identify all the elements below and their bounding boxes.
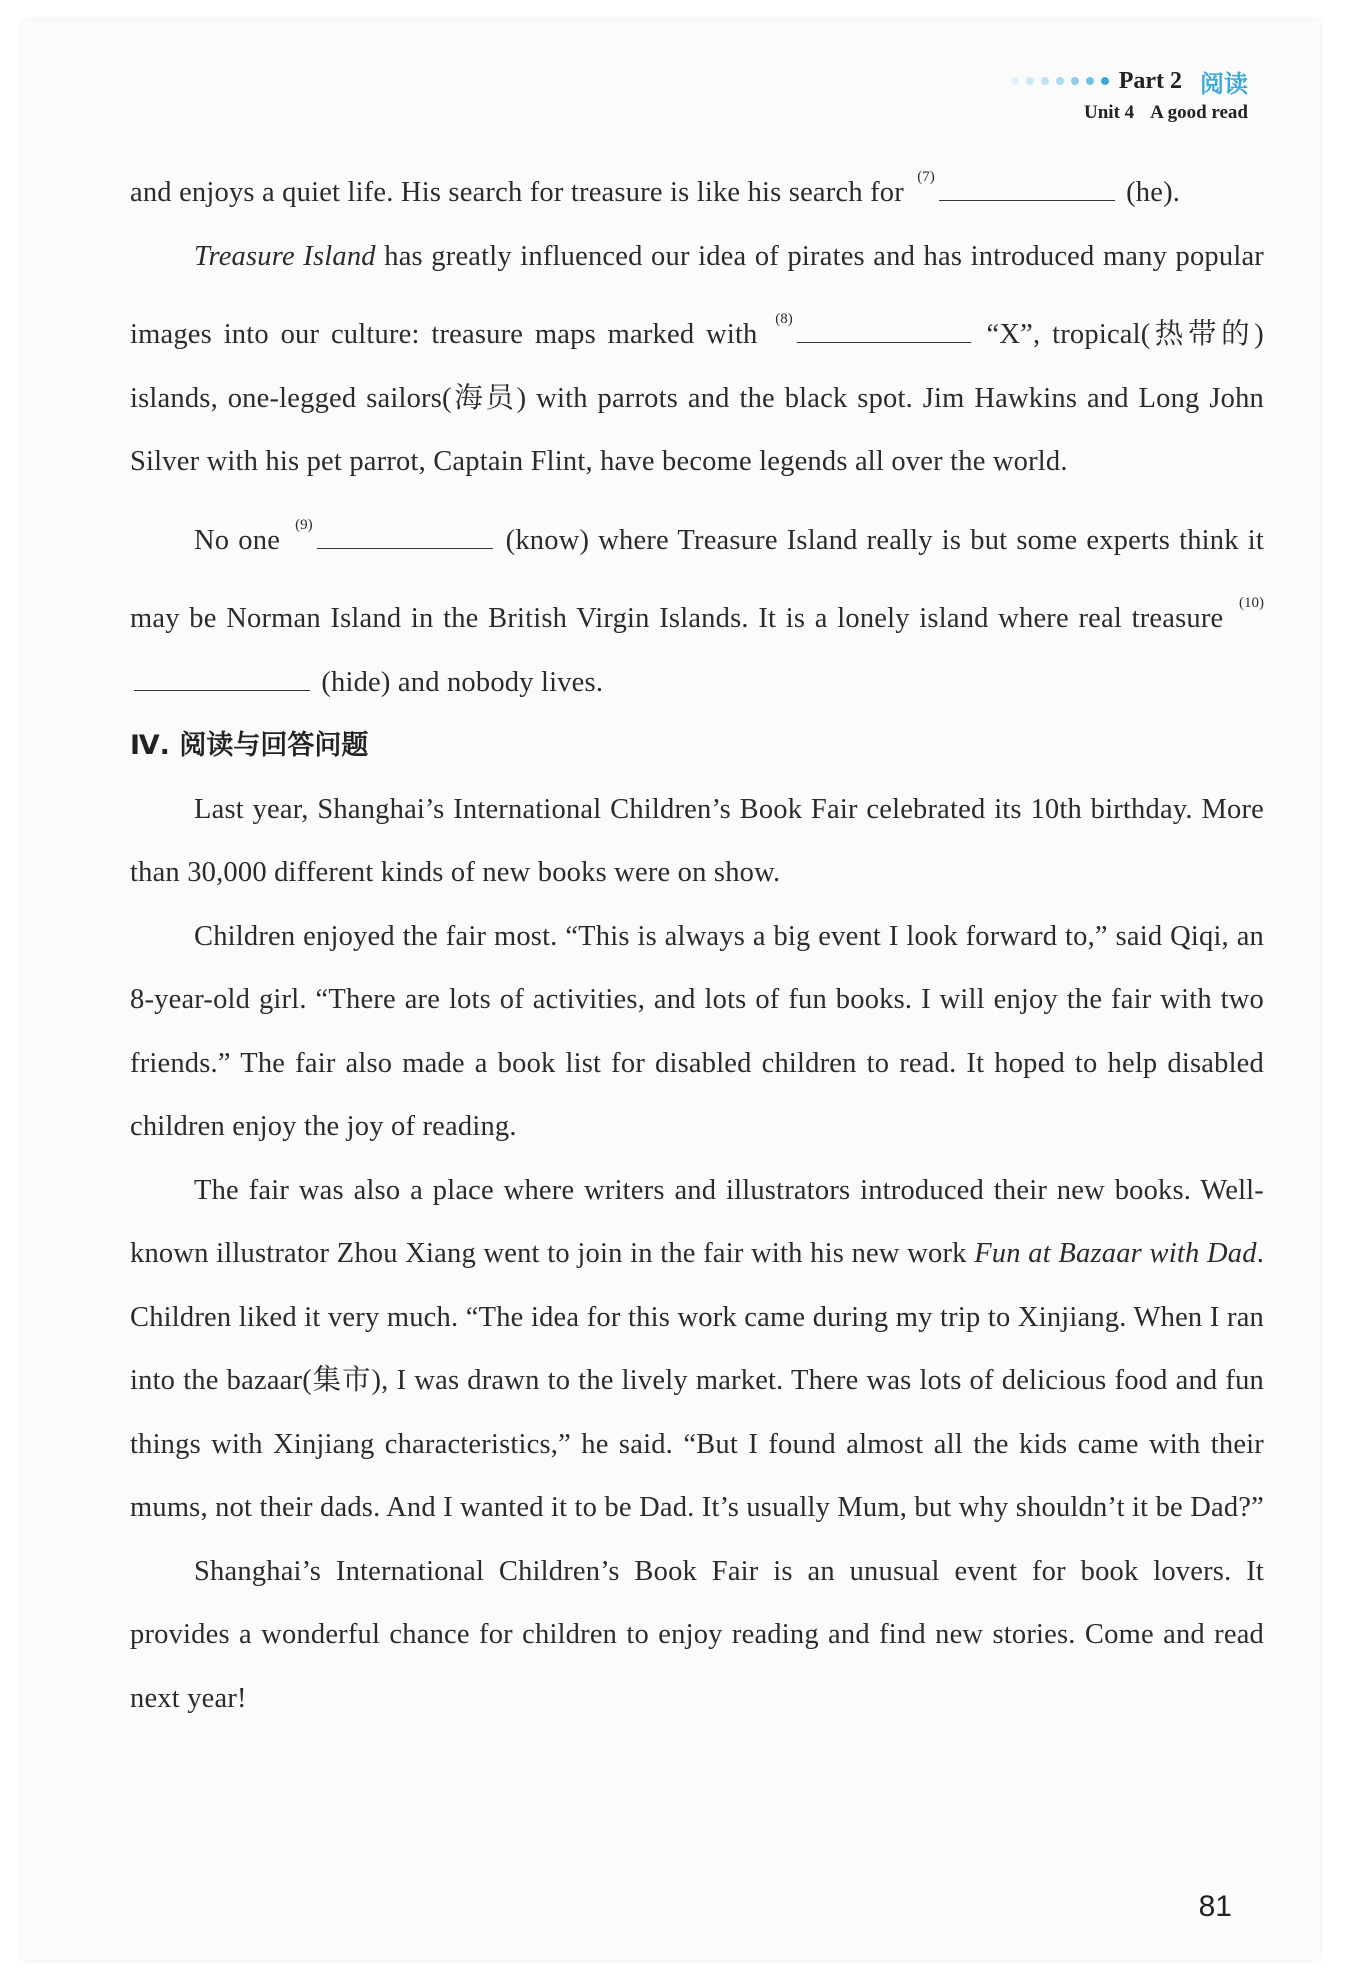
dot <box>1101 77 1109 85</box>
paragraph-text: No one <box>194 524 290 556</box>
reading-paragraph-4: Shanghai’s International Children’s Book Fair is an unusual event for book lovers. It provides a wonderful chance for children to enjoy reading and find new stories. Come and read next year! <box>130 1555 1264 1714</box>
unit-label: Unit 4 <box>1084 102 1135 123</box>
answer-blank-7[interactable] <box>939 174 1115 201</box>
part-label: Part 2 <box>1118 67 1182 94</box>
part-title: 阅读 <box>1200 69 1248 98</box>
paragraph-text: has greatly influenced our idea of pirates and has introduced many popular images into our culture: treasure maps marked with <box>130 240 1264 350</box>
blank-number: (10) <box>1239 595 1264 611</box>
dot <box>1026 77 1034 85</box>
book-title: Fun at Bazaar with Dad <box>974 1238 1257 1269</box>
paragraph-text: The fair was also a place where writers and illustrators introduced their new books. Well-known illustrator Zhou Xiang went to join in the fair with his new work <box>130 1174 1264 1269</box>
page <box>22 20 1320 1960</box>
paragraph-text: (know) where Treasure Island really is but some experts think it may be Norman Island in the British Virgin Islands. It is a lonely island where real treasure <box>130 524 1264 634</box>
page-content <box>130 146 1264 1730</box>
paragraph-text: and enjoys a quiet life. His search for treasure is like his search for <box>130 177 912 208</box>
dot <box>1011 77 1019 85</box>
paragraph-text: (he). <box>1118 177 1181 208</box>
reading-paragraph-3 <box>130 1159 1264 1540</box>
answer-blank-10[interactable] <box>134 664 310 691</box>
unit-title: A good read <box>1150 102 1248 123</box>
blank-number: (8) <box>775 311 793 327</box>
reading-paragraph-2: Children enjoyed the fair most. “This is always a big event I look forward to,” said Qiqi, an 8-year-old girl. “There are lots of activities, and lots of fun books. I will enjoy the fair with two friends.” The fair also made a book list for disabled children to read. It hoped to help disabled children enjoy the joy of reading. <box>130 920 1264 1142</box>
book-title: Treasure Island <box>194 240 376 272</box>
cloze-paragraph-3 <box>130 494 1264 715</box>
paragraph-text: (hide) and nobody lives. <box>314 666 604 698</box>
dot <box>1086 77 1094 85</box>
dot <box>1071 77 1079 85</box>
unit-line <box>1011 102 1248 124</box>
cloze-paragraph-1 <box>130 146 1264 225</box>
answer-blank-8[interactable] <box>797 316 971 343</box>
page-number: 81 <box>1198 1890 1232 1923</box>
answer-blank-9[interactable] <box>317 522 493 549</box>
blank-number: (7) <box>917 169 935 185</box>
reading-paragraph-1: Last year, Shanghai’s International Children’s Book Fair celebrated its 10th birthday. More than 30,000 different kinds of new books were on show. <box>130 793 1264 888</box>
blank-number: (9) <box>295 516 313 533</box>
paragraph-text: . Children liked it very much. “The idea for this work came during my trip to Xinjiang. When I ran into the bazaar(集市), I was drawn to the lively market. There was lots of delicious food and fun things with Xinjiang characteristics,” he said. “But I found almost all the kids came with their mums, not their dads. And I wanted it to be Dad. It’s usually Mum, but why shouldn’t it be Dad?” <box>130 1238 1265 1523</box>
decorative-dots <box>1011 77 1109 85</box>
paragraph-text: “X”, tropical(热带的) islands, one-legged sailors(海员) with parrots and the black spot. Jim Hawkins and Long John Silver with his pet parrot, Captain Flint, have become legends all over the world. <box>130 319 1264 477</box>
dot <box>1056 77 1064 85</box>
section-title: Ⅳ. 阅读与回答问题 <box>130 730 369 761</box>
cloze-paragraph-2 <box>130 225 1264 494</box>
dot <box>1041 77 1049 85</box>
page-header <box>1011 64 1248 124</box>
